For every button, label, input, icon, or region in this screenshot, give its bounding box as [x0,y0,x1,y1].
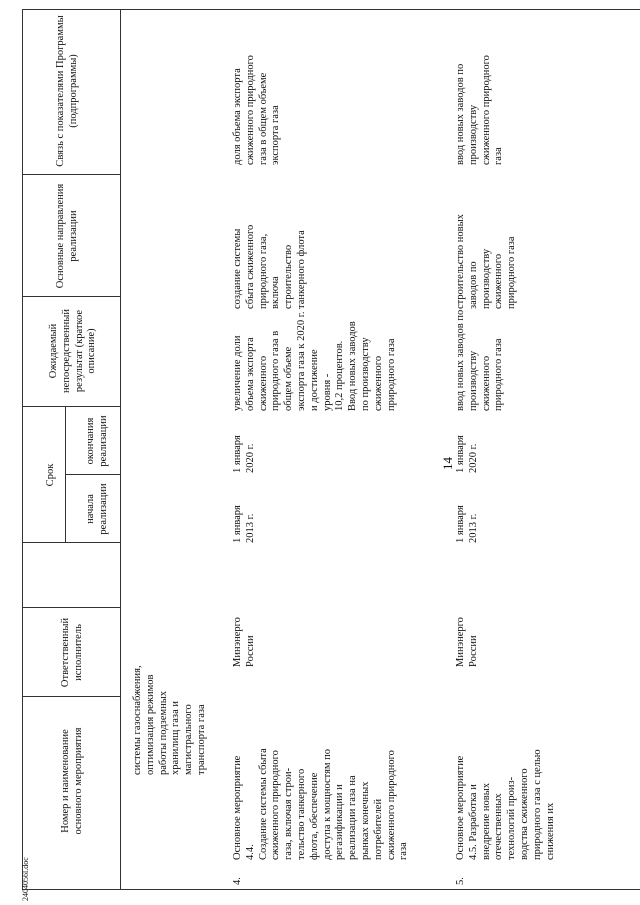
column-divider [22,607,120,608]
header-term: Срок [45,463,56,487]
row-5-link: ввод новых заводов по производству сжиженного природного газа [455,55,505,165]
column-divider [22,696,120,697]
header-directions: Основные направления реализации [55,183,79,289]
header-name: Номер и наименование основного мероприятия [60,727,84,835]
row-4-name: Основное мероприятие 4.4. Создание системы сбыта сжиженного природного газа, включая строи- тельство танкерного флота, обеспечение доступа к мощностям по регазификации и реализации газа на рынках конечных потребителей сжиженного природного газа [232,748,410,860]
row-5-end: 1 января 2020 г. [455,435,479,473]
column-divider [22,406,120,407]
row-4-link: доля объема экспорта сжиженного природного газа в общем объеме экспорта газа [232,55,282,165]
row-4-result: увеличение доли объема экспорта сжиженного природного газа в общем объеме экспорта газа к 2020 г. и достижение уровня - 10,2 процентов. Ввод новых заводов по производству сжиженного природного газа [232,311,397,411]
row-5-result: ввод новых заводов по производству сжиженного природного газа [455,309,505,411]
column-divider [65,474,120,475]
row-4-number: 4. [232,877,243,885]
table-right-border [22,9,640,10]
row-4-start: 1 января 2013 г. [232,505,256,543]
column-divider [22,542,120,543]
row-4-executor: Минэнерго России [232,617,256,667]
table-left-border [22,889,640,890]
header-executor: Ответственный исполнитель [60,617,84,688]
column-divider [22,296,120,297]
column-divider [22,174,120,175]
row-5-name: Основное мероприятие 4.5. Разработка и внедрение новых отечественных технологий произ- водства сжиженного природного газа с целью снижения их [455,749,556,860]
row-5-start: 1 января 2013 г. [455,505,479,543]
table-top-border [22,10,23,890]
page-number: 14 [440,457,455,470]
document-code: 2404056l.doc [21,857,30,901]
row-5-number: 5. [455,877,466,885]
header-end: окончания реализации [85,415,109,467]
row-5-executor: Минэнерго России [455,617,479,667]
header-result: Ожидаемый непосредственный результат (краткое описание) [48,309,98,393]
header-start: начала реализации [85,483,109,535]
row-5-directions: строительство новых заводов по производству сжиженного природного газа [455,214,518,309]
header-link: Связь с показателями Программы (подпрограммы) [55,15,79,167]
header-bottom-border [120,10,121,890]
row-4-end: 1 января 2020 г. [232,435,256,473]
row-4-directions: создание системы сбыта сжиженного природного газа, включа строительство танкерного флота [232,224,307,309]
term-subheader-border [65,407,66,543]
continuation-name: системы газоснабжения, оптимизация режимов работы подземных хранилищ газа и магистрального транспорта газа [132,665,207,775]
